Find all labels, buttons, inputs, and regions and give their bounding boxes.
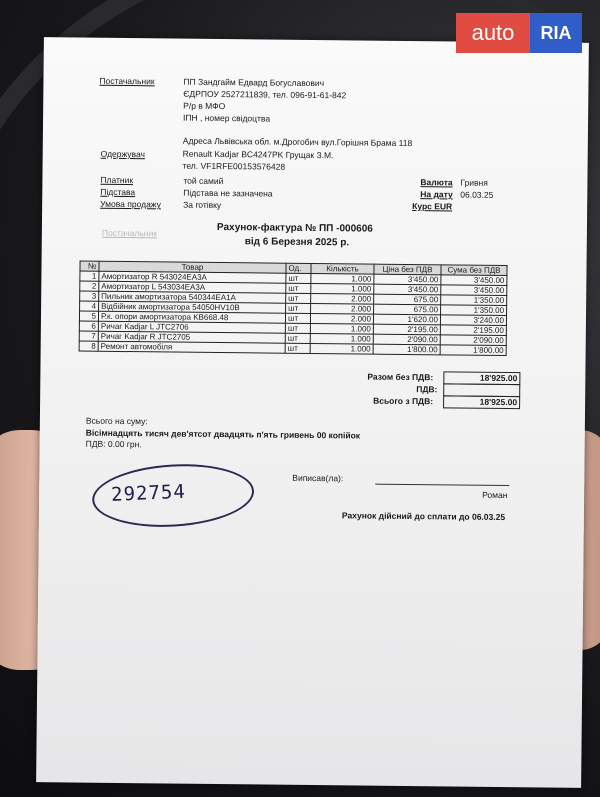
sum-label: Всього на суму: [85, 415, 148, 427]
row-sum: 1'800.00 [440, 345, 506, 356]
row-unit: шт [286, 303, 311, 313]
basis-label: Підстава [100, 186, 136, 198]
row-sum: 1'350.00 [441, 305, 507, 316]
total-without-vat-value: 18'925.00 [443, 371, 520, 385]
row-number: 1 [80, 271, 99, 281]
col-header-product: Товар [99, 261, 286, 273]
row-product: Р.к. опори амортизатора KB668.48 [98, 311, 285, 323]
total-without-vat-label: Разом без ПДВ: [367, 371, 434, 383]
sum-words: Вісімнадцять тисяч дев'ятсот двадцять п'ять гривень 00 копійок [85, 427, 361, 441]
on-date-value: 06.03.25 [460, 189, 494, 200]
row-unit: шт [285, 343, 310, 353]
row-unit: шт [286, 273, 311, 283]
row-price: 675.00 [374, 304, 441, 315]
faded-supplier-label: Постачальник [101, 227, 158, 239]
row-number: 3 [80, 291, 99, 301]
row-price: 675.00 [374, 294, 441, 305]
vat-label: ПДВ: [416, 384, 438, 395]
row-number: 5 [79, 311, 98, 321]
col-header-number: № [80, 261, 99, 271]
row-number: 6 [79, 321, 98, 331]
sale-terms-label: Умова продажу [100, 198, 161, 210]
signature-line [375, 484, 509, 486]
row-price: 3'450.00 [374, 274, 441, 285]
supplier-edrpou: ЄДРПОУ 2527211839, тел. 096-91-61-842 [183, 88, 347, 101]
row-product: Амортизатор R 543024EA3A [99, 271, 286, 283]
row-sum: 3'450.00 [441, 275, 507, 286]
invoice-title: Рахунок-фактура № ПП -000606 [216, 221, 373, 235]
invoice-date: від 6 Березня 2025 р. [244, 236, 350, 249]
row-quantity: 1.000 [310, 343, 373, 354]
row-sum: 3'240.00 [440, 315, 506, 326]
invoice-document [36, 37, 589, 788]
row-sum: 1'350.00 [441, 295, 507, 306]
recipient-label: Одержувач [100, 148, 146, 160]
col-header-price: Ціна без ПДВ [374, 264, 441, 275]
row-quantity: 1.000 [311, 273, 374, 284]
row-price: 2'090.00 [373, 334, 440, 345]
supplier-label: Постачальник [99, 75, 155, 87]
row-product: Пильник амортизатора 540344EA1A [99, 291, 286, 303]
row-quantity: 2.000 [311, 303, 374, 314]
row-quantity: 2.000 [311, 293, 374, 304]
row-number: 2 [80, 281, 99, 291]
row-quantity: 1.000 [311, 283, 374, 294]
supplier-account: Р/р в МФО [183, 100, 226, 112]
currency-value: Гривня [460, 177, 488, 188]
sale-terms-value: За готівку [183, 199, 222, 211]
row-unit: шт [285, 313, 310, 323]
row-price: 2'195.00 [373, 324, 440, 335]
total-with-vat-value: 18'925.00 [443, 395, 520, 409]
row-sum: 3'450.00 [441, 285, 507, 296]
row-sum: 2'195.00 [440, 325, 506, 336]
recipient-phone: тел. VF1RFE00153576428 [182, 160, 286, 172]
row-number: 7 [79, 331, 98, 341]
issued-by-label: Виписав(ла): [292, 472, 344, 484]
valid-until-text: Рахунок дійсний до сплати до 06.03.25 [341, 510, 506, 523]
row-price: 1'620.00 [373, 314, 440, 325]
row-product: Ричаг Kadjar L JTC2706 [98, 321, 285, 333]
row-quantity: 1.000 [310, 323, 373, 334]
row-unit: шт [285, 333, 310, 343]
row-price: 3'450.00 [374, 284, 441, 295]
row-quantity: 2.000 [310, 313, 373, 324]
issued-by-name: Роман [482, 489, 508, 501]
row-unit: шт [285, 323, 310, 333]
watermark-ria-text: RIA [530, 13, 582, 53]
row-sum: 2'090.00 [440, 335, 506, 346]
total-with-vat-label: Всього з ПДВ: [373, 395, 434, 407]
on-date-label: На дату [420, 189, 453, 200]
currency-label: Валюта [420, 177, 453, 188]
col-header-unit: Од. [286, 263, 311, 273]
row-number: 4 [80, 301, 99, 311]
watermark-auto-text: auto [456, 13, 530, 53]
row-product: Амортизатор L 543034EA3A [99, 281, 286, 293]
col-header-quantity: Кількість [311, 263, 374, 274]
row-unit: шт [286, 293, 311, 303]
payer-label: Платник [100, 174, 134, 186]
payer-value: той самий [183, 175, 224, 187]
items-table [79, 261, 508, 356]
col-header-sum: Сума без ПДВ [441, 265, 507, 276]
row-product: Відбійник амортизатора 54050HV10B [99, 301, 286, 313]
row-number: 8 [79, 341, 98, 351]
vat-line: ПДВ: 0.00 грн. [85, 438, 142, 450]
supplier-name: ПП Зандгайм Едвард Богуславович [183, 76, 325, 89]
supplier-address: Адреса Львівська обл. м.Дрогобич вул.Горішня Брама 118 [182, 135, 413, 149]
basis-value: Підстава не зазначена [183, 187, 273, 199]
handwritten-number: 292754 [110, 480, 187, 506]
row-quantity: 1.000 [310, 333, 373, 344]
row-unit: шт [286, 283, 311, 293]
rate-label: Курс EUR [412, 201, 453, 212]
row-price: 1'800.00 [373, 344, 440, 355]
recipient-car: Renault Kadjar BC4247PK Грущак З.М. [182, 148, 334, 161]
row-product: Ричаг Kadjar R JTC2705 [98, 331, 285, 343]
supplier-ipn: ІПН , номер свідоцтва [183, 112, 271, 124]
autoria-watermark [456, 13, 582, 53]
row-product: Ремонт автомобіля [98, 341, 285, 353]
